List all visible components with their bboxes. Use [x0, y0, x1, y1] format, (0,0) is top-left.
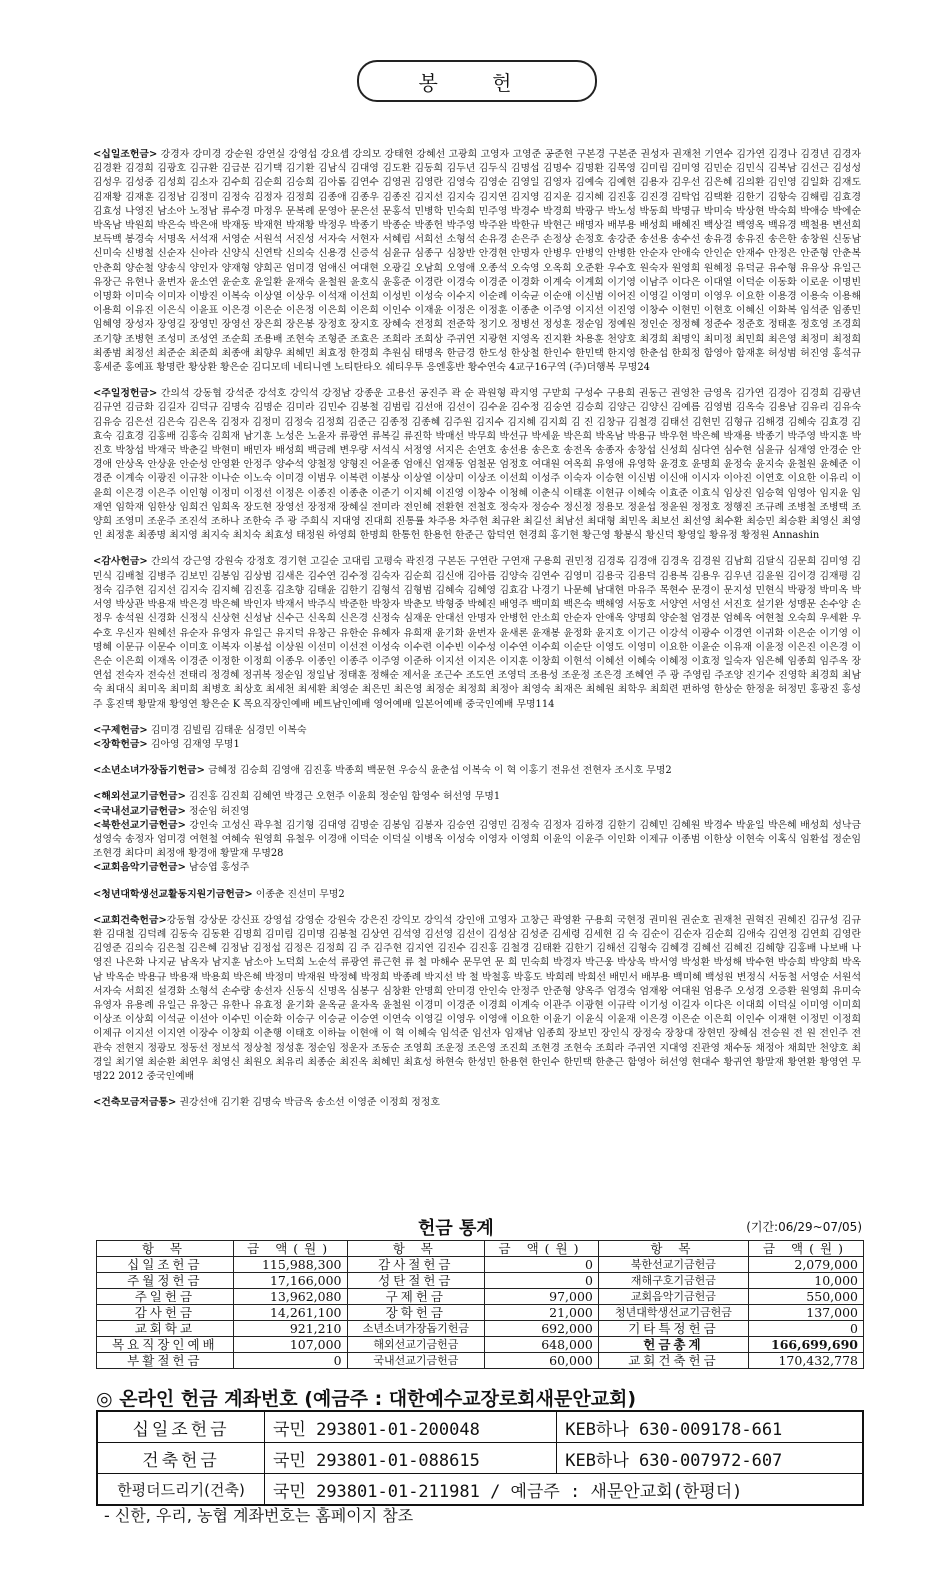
section-names: 강동협 강상문 강신표 강영섭 강영순 강원숙 강은진 강익모 강익석 강인애 고영자 고창근 곽영환 구용희 국현정 권미원 권순호 권재천 권혁진 권혜진 김규성 김규환 김대철 김덕례 김동숙 김동환 김명희 김미림 김미명 김봉철 김상연 김석영 김선영 김선이 김성삼 김성준 김세령 김세현 김 숙 김순이 김순자 김순희 김애숙 김연정 김연희 김영란 김영준 김의숙 김은철 김은혜 김정남 김정섭 김정은 김정희 김 주 김주현 김지연 김진수 김진홍 김철경 김태환 김한기 김해선 김형숙 김혜경 김혜선 김혜진 김혜향 김홍배 나보배 나영진 나은화 나지균 남옥자 남지훈 남소아 노덕희 노순석 류광연 류근현 류 철 마해수 문무연 문 희 민숙희 박경자 박근웅 박상욱 박서영 박성환 박성해 박수현 박승희 박양희 박옥남 박옥순 박용규 박용재 박용희 박은혜 박정미 박재원 박정혜 박정희 박종례 박지선 박 철 박철홍 박홍도 박희레 박희선 배민서 배부용 백미혜 백성원 변정식 서동철 서영순 서원석 서자숙 서희진 설경화 소형석 손수량 송선자 신동식 신명옥 심봉구 심창환 안명희 안미경 안인숙 안정주 안준형 양옥주 엄경숙 엄재왕 여대원 엄용주 오성경 오증환 원영희 유미숙 유영자 유용례 유일근 유창근 유한나 유효정 윤기화 윤옥균 윤자옥 윤철원 이경미 이경준 이경희 이계숙 이관주 이광현 이규락 이기성 이길자 이다은 이대희 이덕실 이미영 이미희 이상조 이상희 이석균 이선아 이수민 이순화 이승구 이승균 이승연 이연숙 이영길 이영우 이영애 이요한 이윤기 이윤식 이윤재 이은경 이은순 이은희 이인수 이재현 이정민 이정희 이제규 이지선 이지연 이장수 이창희 이춘행 이태호 이하늘 이현애 이 혁 이혜숙 임석준 임선자 임재남 임종희 장보민 장인식 장정숙 장창대 장현민 장혜심 전승원 전 원 전인주 전관숙 전현지 정광모 정동선 정보석 정상철 정성훈 정순임 정운자 조동순 조영희 조운정 조은영 조진희 조현경 조현숙 조희라 주귀연 지대영 진관영 채수동 채정아 채희만 천양호 최경일 최기열 최순환 최연우 최영신 최원오 최유리 최종순 최진옥 최혜민 최효성 하현숙 한성민 한용현 한인수 한민택 한춘근 함영아 허선영 현대수 황귀연 황말재 황연환 황영연 무명22 2012 중국인예배: [93, 914, 861, 1082]
section-label: <교회건축헌금>: [93, 914, 167, 926]
stats-amount: 60,000: [485, 1353, 599, 1369]
offering-section: [93, 819, 861, 862]
stats-header-row: [97, 1241, 864, 1257]
offering-section: [93, 387, 861, 543]
stats-amount: 97,000: [485, 1289, 599, 1305]
section-names: 간의석 강동협 강석준 강석호 강익석 강정남 강종운 고용선 공진주 곽 순 곽원형 곽지영 구맏희 구성수 구용희 권동근 권영찬 금영옥 김가연 김경아 김경희 김광년 김규연 김금화 김길자 김덕규 김명숙 김명순 김미라 김민수 김봉철 김범림 김선애 김선이 김수윤 김수정 김숭연 김승희 김양근 김양신 김예름 김영범 김옥숙 김용남 김유리 김유숙 김유승 김은선 김은숙 김은옥 김정자 김정미 김정숙 김정희 김준근 김종정 김종혜 김주원 김지수 김지혜 김지희 김 진 김창규 김철경 김태선 김현민 김형규 김해경 김혜숙 김효경 김효숙 김효경 김홍배 김홍숙 김희재 남기훈 노성은 노윤자 류광연 류복길 류진학 박매선 박무희 박선규 박세윤 박은희 박옥남 박용규 박우현 박은혜 박재용 박종기 박주영 박지훈 박진호 박창섭 박재국 박춘길 박현미 배민자 배성희 백금례 변우량 서석식 서정영 서지은 손연호 송선용 송은호 송전옥 송종자 송창섭 신성희 심다연 심수현 심윤규 심재영 안경순 안경애 안상옥 안상윤 안순성 안영환 안정주 양수석 양철정 양형진 어윤종 엄애신 엄재동 엄철문 엄정호 여대원 여옥희 유영애 유영학 윤경호 윤명희 윤정숙 윤지숙 윤철원 윤혜준 이경준 이계숙 이광진 이규찬 이나순 이노숙 이미경 이범우 이복련 이봉상 이상열 이상미 이상조 이선희 이성주 이숙자 이승현 이신범 이신애 이시자 이아진 이연호 이요한 이유리 이윤희 이은경 이은주 이인형 이정미 이정선 이정은 이종진 이종춘 이준기 이지혜 이진영 이창수 이청혜 이춘식 이태훈 이현규 이혜숙 이효준 이효식 임상진 임승혁 임영아 임지윤 임재연 임학재 임한상 임희건 임희옥 장도현 장영선 장정재 장혜실 전미라 전인혜 전환현 전철호 정숙자 정승수 정신정 정용모 정윤섭 정윤원 정정호 정행진 조규례 조병철 조병택 조양희 조영미 조운주 조진석 조하나 조한숙 주 광 주희식 지대영 진대희 진통률 차주용 차주현 최규완 최길선 최남선 최대형 최민옥 최보선 최선영 최수환 최승민 최승환 최영신 최영인 최정훈 최종명 최지영 최지숙 최치숙 최효성 태정원 하영희 한명희 한통헌 한용헌 한준근 함덕연 현경희 홍기현 황근영 황봉식 황신덕 황영일 황유정 황정원 Annashin: [93, 388, 861, 542]
stats-amount: 170,432,778: [748, 1353, 863, 1369]
section-label: <해외선교기금헌금>: [93, 791, 186, 803]
offering-section: [93, 148, 861, 375]
account-row: [97, 1474, 863, 1506]
section-label: <건축모금저금통>: [93, 1097, 177, 1109]
stats-item: 장학헌금: [347, 1305, 485, 1321]
stats-amount: 21,000: [485, 1305, 599, 1321]
stats-amount: 692,000: [485, 1321, 599, 1337]
section-label: <장학헌금>: [93, 738, 148, 750]
offering-section: [93, 861, 861, 875]
account-name: 십일조헌금: [97, 1411, 265, 1443]
section-names: 강경자 강미경 강순원 강연실 강영섭 강요셉 강의모 강태현 강혜선 고광희 고영자 고영준 공준현 구본경 구본준 권성자 권재천 기연수 김가연 김경나 김경년 김경자 김경환 김경희 김광호 김규환 김급분 김기택 김기환 김남식 김대영 김도환 김동희 김두년 김두식 김명섭 김명수 김명환 김목영 김미림 김미영 김민순 김민식 김복남 김선근 김성성 김성우 김성중 김성희 김소자 김수희 김순희 김승희 김아롬 김연수 김영권 김영란 김영숙 김영순 김영일 김영자 김예숙 김예현 김용자 김우선 김은혜 김의환 김인영 김일화 김재도 김재황 김재훈 김정남 김정미 김정숙 김정자 김정희 김종애 김종우 김종진 김지선 김지숙 김지연 김지영 김지운 김지혜 김진홍 김진경 김탁업 김택환 김한기 김항숙 김해림 김효경 김효성 나영진 남소아 노정남 류수경 마정우 문복례 문영아 문은선 문홍석 민병학 민숙희 민주영 박경수 박경희 박광구 박노성 박동희 박명규 박미숙 박상현 박숙희 박애승 박에순 박옥남 박원희 박은숙 박은애 박재동 박재현 박재황 박정우 박종기 박종순 박종헌 박주영 박주완 박한규 박현근 배명자 배부용 배성희 배혜진 백상걸 백영옥 백유경 백철용 변선희 보득백 봉경숙 서명옥 서석재 서영순 서원석 서진성 서자숙 서현자 서혜림 서희선 소형석 손유경 손은주 손정상 손정호 송강준 송선용 송수선 송유경 송유진 송은한 송창원 신동남 신미숙 신병철 신순자 신아라 신양식 신연탁 신의숙 신용경 신증석 심윤규 심종구 심창반 안경현 안명자 안병우 안병익 안병한 안순자 안애숙 안인순 안재수 안정은 안준형 안춘복 안춘희 양순철 양송식 양인자 양재형 양희곤 엄미경 엄애신 여대현 오광길 오남희 오영애 오종석 오숙영 오옥희 오준환 우수호 원숙자 원영희 원혜정 유덕균 유수형 유유상 유일근 유장근 유현나 윤번자 윤소연 윤순호 윤일환 윤재숙 윤철원 윤호식 윤홍준 이경란 이경숙 이경준 이경화 이계숙 이계희 이기영 이남주 이다은 이대열 이덕순 이동화 이로운 이명빈 이명화 이미숙 이미자 이방진 이복숙 이상열 이상우 이석재 이선희 이성빈 이성숙 이수지 이순례 이숙균 이순애 이신범 이어진 이영길 이영미 이영우 이요한 이용경 이용숙 이용해 이용희 이유진 이은식 이윤표 이은경 이은순 이은정 이은희 이은희 이인수 이재윤 이정은 이정훈 이종춘 이주영 이지선 이진영 이창수 이현민 이현호 이혜신 이화복 임석준 임종민 임혜영 장성자 장영길 장영민 장영선 장은희 장은봉 장정호 장지호 장혜숙 전정희 전준학 정기오 정병선 정성훈 정순임 정예원 정인순 정정혜 정준수 정준호 정태훈 정호영 조경희 조기향 조병현 조성미 조성연 조순희 조용배 조현숙 조형준 조효은 조희라 조희상 주귀연 지광현 지영옥 진지환 차용훈 천양호 최경희 최명익 최미정 최민희 최은영 최정미 최정희 최종범 최정선 최준순 최준희 최종애 최향우 최혜민 최효정 한경희 추원심 태명옥 한금경 한도성 한상철 한인수 한민택 한지영 한춘섭 한희정 함영아 함재훈 허성범 허진영 홍석규 홍세준 홍예표 황명란 황상환 황은순 김디모데 네티니엔 노티탄타오 쉐티우투 응엔홍반 황수연숙 4교구16구역 (주)더행복 무명24: [93, 149, 861, 374]
stats-header: 금 액(원): [748, 1241, 863, 1257]
stats-row: [97, 1289, 864, 1305]
stats-item: 감사절헌금: [347, 1257, 485, 1273]
stats-title: 헌금 통계: [418, 1218, 494, 1239]
stats-item: 십일조헌금: [97, 1257, 234, 1273]
stats-amount: 550,000: [748, 1289, 863, 1305]
stats-header: 항 목: [347, 1241, 485, 1257]
stats-item: 감사헌금: [97, 1305, 234, 1321]
section-names: 남승엽 홍성주: [185, 862, 250, 874]
stats-amount: 0: [485, 1257, 599, 1273]
section-label: <구제헌금>: [93, 724, 148, 736]
stats-row: [97, 1273, 864, 1289]
section-label: <감사헌금>: [93, 556, 148, 568]
section-names: 권강선애 김기환 김명숙 박금옥 송소선 이영준 이정희 정정호: [176, 1097, 440, 1109]
section-label: <국내선교기금헌금>: [93, 805, 186, 817]
stats-header: 금 액(원): [485, 1241, 599, 1257]
section-names: 김진홍 김진희 김혜연 박경근 오현주 이윤희 정순임 함영수 허선영 무명1: [185, 791, 501, 803]
stats-header: 금 액(원): [233, 1241, 347, 1257]
stats-amount: 14,261,100: [233, 1305, 347, 1321]
stats-item: 주월정헌금: [97, 1273, 234, 1289]
stats-amount: 2,079,000: [748, 1257, 863, 1273]
account-row: [97, 1411, 863, 1443]
stats-row: [97, 1321, 864, 1337]
account-number: KEB하나 630-009178-661: [557, 1411, 863, 1443]
offering-section: [93, 764, 861, 778]
stats-header: 항 목: [598, 1241, 748, 1257]
stats-row: [97, 1353, 864, 1369]
offering-section: [93, 738, 861, 752]
stats-item: 부활절헌금: [97, 1353, 234, 1369]
stats-header: 항 목: [97, 1241, 234, 1257]
stats-amount: 0: [485, 1273, 599, 1289]
offering-section: [93, 914, 861, 1084]
account-note: - 신한, 우리, 농협 계좌번호는 홈페이지 참조: [104, 1506, 414, 1525]
stats-item: 교회학교: [97, 1321, 234, 1337]
section-names: 김아영 김재영 무명1: [147, 738, 240, 750]
account-name: 건축헌금: [97, 1443, 265, 1474]
account-table: [96, 1410, 864, 1506]
stats-amount: 0: [748, 1321, 863, 1337]
stats-item: 교회음악기금헌금: [598, 1289, 748, 1305]
stats-amount: 115,988,300: [233, 1257, 347, 1273]
stats-row: [97, 1305, 864, 1321]
account-number: KEB하나 630-007972-607: [557, 1443, 863, 1474]
stats-item: 구제헌금: [347, 1289, 485, 1305]
stats-amount: 10,000: [748, 1273, 863, 1289]
stats-item: 재해구호기금헌금: [598, 1273, 748, 1289]
account-number: 국민 293801-01-200048: [265, 1411, 557, 1443]
offering-stats-table: [96, 1240, 864, 1369]
stats-amount: 137,000: [748, 1305, 863, 1321]
section-label: <교회음악기금헌금>: [93, 862, 186, 874]
stats-row: [97, 1257, 864, 1273]
account-number: 국민 293801-01-088615: [265, 1443, 557, 1474]
page-title: 봉 헌: [357, 60, 597, 102]
stats-amount: 648,000: [485, 1337, 599, 1353]
section-label: <주일정헌금>: [93, 388, 158, 400]
section-names: 간의석 강근영 강원숙 강정호 경기현 고길순 고대림 고평숙 곽진경 구본돈 구연란 구연재 구용희 권민정 김경록 김경애 김경옥 김경원 김남희 김달식 김문희 김미영 김민식 김배철 김병주 김보민 김봉임 김상범 김새은 김수연 김수정 김숙자 김순희 김신애 김아름 김양숙 김연수 김영미 김용국 김용덕 김용복 김용우 김우년 김윤원 김이경 김재평 김정숙 김주현 김지선 김지숙 김지혜 김진홍 김초향 김태윤 김한기 김형석 김형범 김혜숙 김혜영 김효감 나경기 나문혜 남대현 마유주 목현수 문경이 문지성 민현식 박광정 박미옥 박서영 박상관 박용재 박은경 박은혜 박인자 박재서 박주식 박준한 박창자 박춘모 박형중 박혜진 배영주 백미희 백은숙 백해영 서동호 서양연 서영선 서진호 설기완 성맹문 손수양 손정우 송석원 신경화 신정식 신상현 신성남 신수근 신옥희 신은경 신정숙 심재운 안대선 안명자 안병헌 안소희 안순자 안애옥 양명희 양순철 엄경분 엄혜옥 여현철 오숙희 우세환 우수호 우신자 원혜선 유순자 유영자 유일근 유지덕 유창근 유한순 유혜자 유희재 윤기화 윤번자 윤새론 윤재봉 윤정화 윤지호 이기근 이강석 이광수 이경연 이귀화 이은순 이기영 이명혜 이문규 이문수 이미호 이복자 이봉섭 이상원 이선미 이선전 이성숙 이수련 이수빈 이수성 이수연 이수희 이순단 이영도 이영미 이요한 이윤순 이유재 이윤정 이은진 이은경 이은순 이은희 이재옥 이경준 이정한 이정희 이종우 이종인 이종주 이주영 이준하 이지선 이지은 이지훈 이창희 이현석 이혜선 이혜숙 이혜정 이효정 일숙자 임은혜 임종희 임주옥 장연섭 전숙자 전숙선 전태리 정경혜 정귀복 정순임 정일남 정태훈 정해순 제서윤 조근수 조도연 조영덕 조용성 조운정 조은경 조혜연 주 광 주영림 주조양 진기수 진영학 최경희 최남숙 최대식 최미옥 최미희 최병호 최상호 최세천 최세환 최영순 최은민 최은영 최정순 최정희 최정아 최영숙 최재은 최혜원 최학우 최희련 편하영 한상순 한정윤 허정민 홍광진 홍성주 홍진택 황말재 황영연 황은순 K 목요직장인예배 베트남인예배 영어예배 일본어예배 중국인예배 무명114: [93, 556, 861, 710]
section-label: <십일조헌금>: [93, 149, 158, 160]
offering-section: [93, 1096, 861, 1110]
account-row: [97, 1443, 863, 1474]
section-label: <북한선교기금헌금>: [93, 819, 186, 831]
offering-section: [93, 724, 861, 738]
stats-item: 청년대학생선교기금헌금: [598, 1305, 748, 1321]
account-name: 한평더드리기(건축): [97, 1474, 265, 1506]
stats-amount: 13,962,080: [233, 1289, 347, 1305]
stats-item: 목요직장인예배: [97, 1337, 234, 1353]
account-number: 국민 293801-01-211981 / 예금주 : 새문안교회(한평더): [265, 1474, 864, 1506]
section-names: 김미경 김빌림 김태운 심경민 이복숙: [147, 724, 307, 736]
online-account-title: ◎ 온라인 헌금 계좌번호 (예금주 : 대한예수교장로회새문안교회): [96, 1388, 637, 1410]
offering-section: [93, 790, 861, 804]
stats-item: 헌금총계: [598, 1337, 748, 1353]
stats-item: 기타특정헌금: [598, 1321, 748, 1337]
section-label: <소년소녀가장돕기헌금>: [93, 765, 205, 777]
section-names: 금혜정 김승희 김영애 김진홍 박종희 백문현 우승식 윤춘섭 이복숙 이 혁 이홍기 전유선 전현자 조시호 무명2: [204, 765, 672, 777]
section-names: 이종춘 진선미 무명2: [252, 888, 345, 900]
offering-section: [93, 555, 861, 711]
stats-amount: 921,210: [233, 1321, 347, 1337]
offering-section: [93, 888, 861, 902]
stats-amount: 107,000: [233, 1337, 347, 1353]
stats-item: 국내선교기금헌금: [347, 1353, 485, 1369]
stats-item: 주일헌금: [97, 1289, 234, 1305]
offering-section: [93, 805, 861, 819]
stats-item: 성탄절헌금: [347, 1273, 485, 1289]
section-names: 강인숙 고성신 곽우철 김기형 김대영 김명순 김봉임 김봉자 김승연 김영민 김정숙 김정자 김하경 김한기 김혜민 김혜원 박경수 박윤일 박은혜 배성희 성낙금 성영숙 송정자 엄미경 여현철 여혜숙 원영희 유철우 이경애 이덕순 이덕실 이병옥 이성숙 이영자 이영희 이윤익 이윤주 이인화 이제규 이종범 이한상 이현숙 이혹식 임환섭 정순임 조현경 최다미 최정애 황경애 황말재 무명28: [93, 819, 861, 860]
stats-item: 교회건축헌금: [598, 1353, 748, 1369]
offering-name-lists: [93, 148, 861, 1122]
stats-row: [97, 1337, 864, 1353]
stats-item: 해외선교기금헌금: [347, 1337, 485, 1353]
stats-item: 북한선교기금헌금: [598, 1257, 748, 1273]
stats-period: (기간:06/29~07/05): [746, 1220, 862, 1234]
stats-amount: 17,166,000: [233, 1273, 347, 1289]
stats-item: 소년소녀가장돕기헌금: [347, 1321, 485, 1337]
stats-amount: 166,699,690: [748, 1337, 863, 1353]
section-label: <청년대학생선교활동지원기금헌금>: [93, 888, 253, 900]
stats-amount: 0: [233, 1353, 347, 1369]
section-names: 정순임 허진영: [185, 805, 250, 817]
